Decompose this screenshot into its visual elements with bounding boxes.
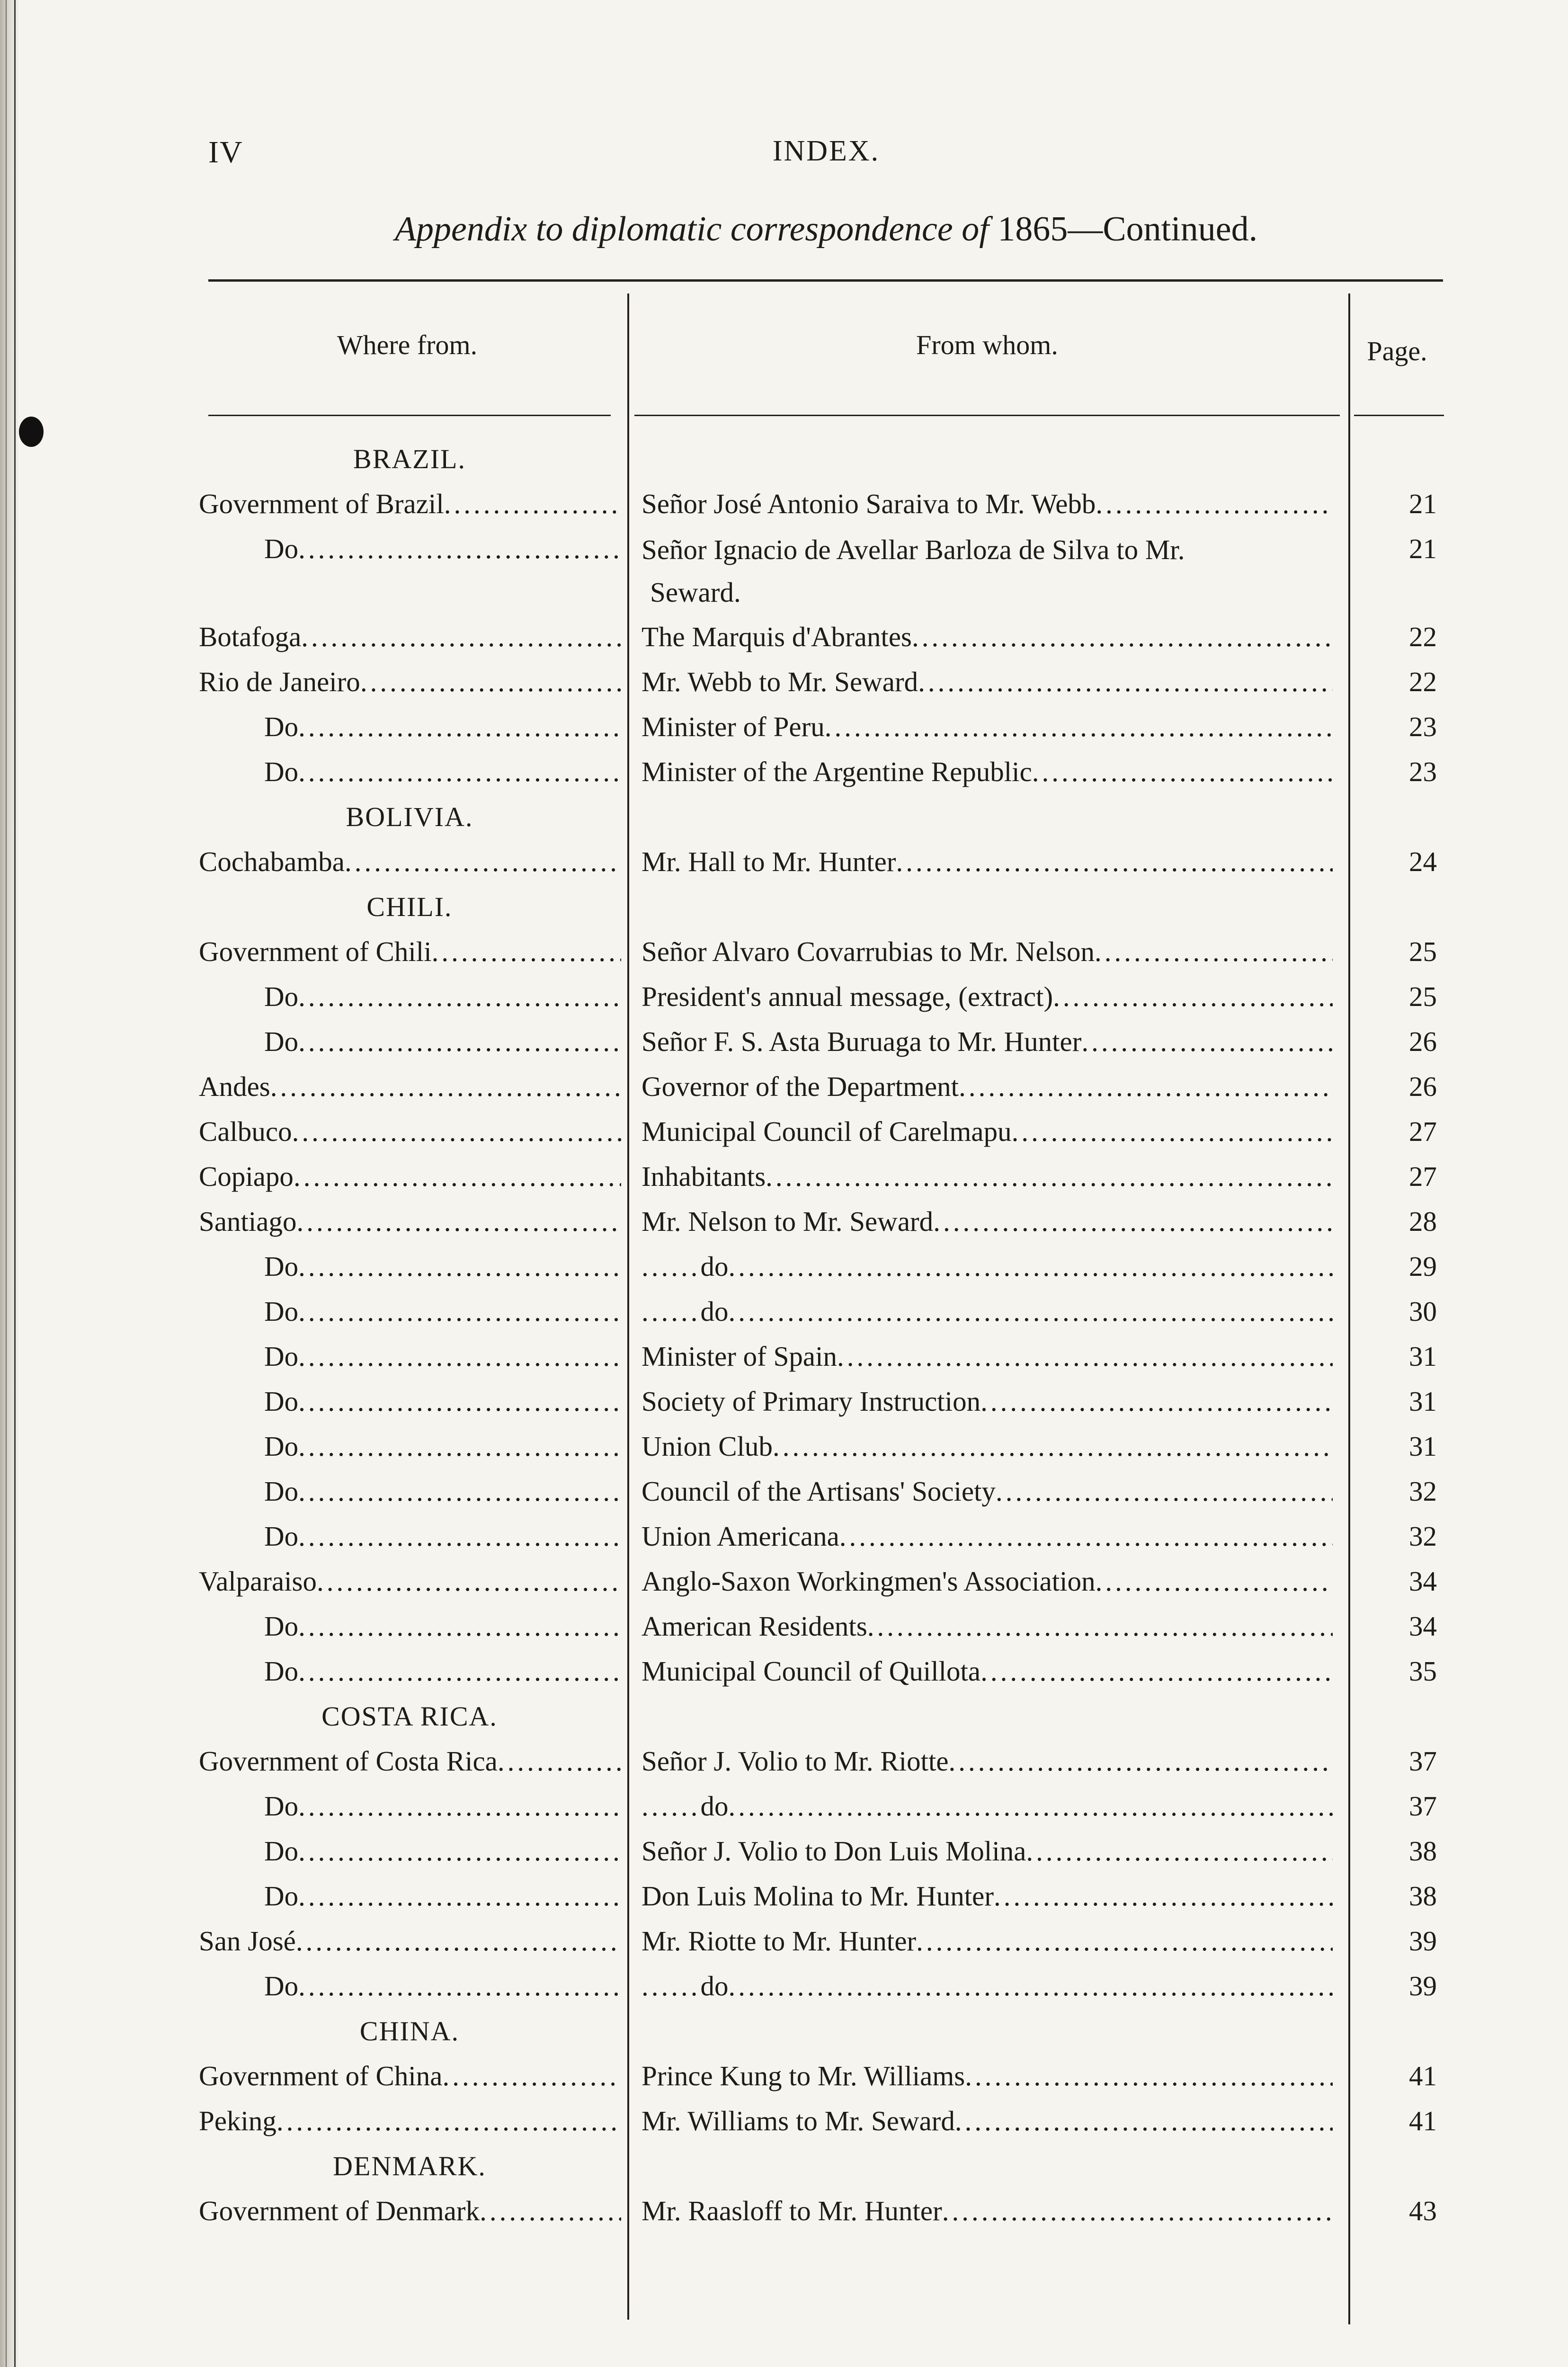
from-whom-text: do xyxy=(700,1296,729,1327)
table-row xyxy=(189,749,1444,794)
section-row xyxy=(189,884,1444,929)
from-whom-text: do xyxy=(700,1970,729,2002)
ditto-leader: ...... xyxy=(641,1251,701,1282)
dot-leader xyxy=(298,1019,621,1064)
from-whom-text: Señor J. Volio to Don Luis Molina xyxy=(641,1835,1026,1867)
table-row xyxy=(189,1019,1444,1064)
from-whom-cell xyxy=(641,2189,1333,2234)
table-row xyxy=(189,1424,1444,1469)
from-whom-cell xyxy=(641,1919,1333,1964)
place-cell xyxy=(264,1334,621,1379)
from-whom-text: Mr. Riotte to Mr. Hunter xyxy=(641,1925,917,1957)
table-row xyxy=(189,1064,1444,1109)
dot-leader xyxy=(1095,929,1333,974)
header-rule-left xyxy=(208,415,611,416)
from-whom-cell xyxy=(641,659,1333,704)
table-row xyxy=(189,2099,1444,2144)
table-top-rule xyxy=(208,279,1443,282)
page-reference: 34 xyxy=(1409,1611,1437,1642)
page-reference: 31 xyxy=(1409,1431,1437,1462)
place-cell xyxy=(264,1874,621,1919)
dot-leader xyxy=(912,614,1333,659)
from-whom-cell xyxy=(641,1559,1333,1604)
page-reference: 32 xyxy=(1409,1476,1437,1507)
place-name: Government of Brazil xyxy=(199,488,444,519)
page-reference: 29 xyxy=(1409,1251,1437,1282)
ditto-leader: ...... xyxy=(641,1970,701,2002)
place-name: Do xyxy=(264,1476,299,1507)
place-cell xyxy=(199,1739,621,1784)
dot-leader xyxy=(443,2054,622,2099)
place-cell xyxy=(199,1919,621,1964)
ditto-leader: ...... xyxy=(641,1296,701,1327)
page-reference: 37 xyxy=(1409,1790,1437,1822)
page-reference: 27 xyxy=(1409,1116,1437,1147)
dot-leader xyxy=(1012,1109,1333,1154)
dot-leader xyxy=(729,1964,1333,2009)
place-name: Do xyxy=(264,981,299,1012)
dot-leader xyxy=(918,659,1333,704)
from-whom-text: Minister of the Argentine Republic xyxy=(641,756,1032,787)
from-whom-text: American Residents xyxy=(641,1611,867,1642)
place-cell xyxy=(199,1064,621,1109)
dot-leader xyxy=(298,1514,621,1559)
table-body xyxy=(189,436,1444,2234)
table-row xyxy=(189,1919,1444,1964)
dot-leader xyxy=(996,1469,1333,1514)
table-row xyxy=(189,1199,1444,1244)
place-cell xyxy=(199,2054,621,2099)
from-whom-cell xyxy=(641,1604,1333,1649)
place-cell xyxy=(199,1199,621,1244)
dot-leader xyxy=(296,1199,621,1244)
table-row xyxy=(189,929,1444,974)
place-name: Do xyxy=(264,1835,299,1867)
dot-leader xyxy=(773,1424,1333,1469)
dot-leader xyxy=(298,1379,621,1424)
column-header-from-whom: From whom. xyxy=(916,329,1058,360)
from-whom-cell xyxy=(641,481,1333,526)
place-name: Do xyxy=(264,1296,299,1327)
page-number: IV xyxy=(208,135,243,169)
dot-leader xyxy=(980,1379,1333,1424)
from-whom-cell xyxy=(641,1379,1333,1424)
dot-leader xyxy=(345,839,621,884)
dot-leader xyxy=(298,1334,621,1379)
page-reference: 22 xyxy=(1409,621,1437,652)
place-name: Do xyxy=(264,1386,299,1417)
table-row xyxy=(189,1379,1444,1424)
table-row xyxy=(189,1739,1444,1784)
place-name: Peking xyxy=(199,2105,276,2136)
place-name: Cochabamba xyxy=(199,846,345,877)
dot-leader xyxy=(480,2189,621,2234)
section-row xyxy=(189,794,1444,839)
place-cell xyxy=(199,614,621,659)
from-whom-text: Mr. Raasloff to Mr. Hunter xyxy=(641,2195,942,2226)
from-whom-text: Minister of Spain xyxy=(641,1341,837,1372)
page-reference: 35 xyxy=(1409,1655,1437,1687)
from-whom-cell xyxy=(641,749,1333,794)
place-cell xyxy=(199,1109,621,1154)
dot-leader xyxy=(994,1874,1333,1919)
table-row xyxy=(189,1649,1444,1694)
dot-leader xyxy=(296,1919,621,1964)
page-reference: 43 xyxy=(1409,2195,1437,2226)
place-name: Andes xyxy=(199,1071,270,1102)
dot-leader xyxy=(916,1919,1333,1964)
dot-leader xyxy=(444,481,621,526)
section-heading: COSTA RICA. xyxy=(321,1701,498,1732)
place-cell xyxy=(199,1559,621,1604)
from-whom-cell xyxy=(641,1244,1333,1289)
place-cell xyxy=(264,1244,621,1289)
from-whom-text: Minister of Peru xyxy=(641,711,825,742)
place-name: Calbuco xyxy=(199,1116,292,1147)
place-cell xyxy=(264,1604,621,1649)
place-name: Copiapo xyxy=(199,1161,294,1192)
from-whom-cell xyxy=(641,929,1333,974)
from-whom-text: Municipal Council of Carelmapu xyxy=(641,1116,1012,1147)
table-row xyxy=(189,839,1444,884)
from-whom-cell xyxy=(641,1964,1333,2009)
place-name: Do xyxy=(264,1790,299,1822)
from-whom-text: Mr. Williams to Mr. Seward xyxy=(641,2105,955,2136)
dot-leader xyxy=(292,1109,621,1154)
table-row xyxy=(189,659,1444,704)
place-cell xyxy=(264,1289,621,1334)
place-cell xyxy=(199,2189,621,2234)
from-whom-cell xyxy=(641,1199,1333,1244)
from-whom-text: Governor of the Department xyxy=(641,1071,959,1102)
page-reference: 31 xyxy=(1409,1341,1437,1372)
from-whom-cell xyxy=(641,704,1333,749)
from-whom-cell xyxy=(641,1649,1333,1694)
from-whom-text: Mr. Nelson to Mr. Seward xyxy=(641,1206,934,1237)
dot-leader xyxy=(298,1649,621,1694)
page-reference: 27 xyxy=(1409,1161,1437,1192)
dot-leader xyxy=(298,1469,621,1514)
from-whom-cell xyxy=(641,614,1333,659)
table-row xyxy=(189,1244,1444,1289)
place-name: Government of Denmark xyxy=(199,2195,480,2226)
page-reference: 23 xyxy=(1409,756,1437,787)
page-subtitle xyxy=(208,209,1444,249)
dot-leader xyxy=(729,1244,1333,1289)
section-heading: BOLIVIA. xyxy=(346,801,473,832)
table-row xyxy=(189,1874,1444,1919)
column-header-where-from: Where from. xyxy=(337,329,478,360)
page-reference: 41 xyxy=(1409,2060,1437,2091)
dot-leader xyxy=(729,1289,1333,1334)
from-whom-text: President's annual message, (extract) xyxy=(641,981,1053,1012)
table-row xyxy=(189,1154,1444,1199)
dot-leader xyxy=(301,614,621,659)
dot-leader xyxy=(298,526,621,571)
from-whom-text: Señor Ignacio de Avellar Barloza de Silva to Mr. xyxy=(641,534,1185,565)
dot-leader xyxy=(1096,481,1333,526)
table-row xyxy=(189,974,1444,1019)
dot-leader xyxy=(959,1064,1333,1109)
dot-leader xyxy=(766,1154,1333,1199)
place-cell xyxy=(264,704,621,749)
dot-leader xyxy=(867,1604,1333,1649)
page-reference: 22 xyxy=(1409,666,1437,697)
page-reference: 21 xyxy=(1409,488,1437,519)
section-row xyxy=(189,2144,1444,2189)
section-row xyxy=(189,436,1444,481)
dot-leader xyxy=(955,2099,1333,2144)
dot-leader xyxy=(825,704,1333,749)
dot-leader xyxy=(933,1199,1333,1244)
index-table xyxy=(189,279,1444,2343)
page-reference: 23 xyxy=(1409,711,1437,742)
dot-leader xyxy=(896,839,1333,884)
place-name: Do xyxy=(264,1251,299,1282)
place-name: Do xyxy=(264,1341,299,1372)
dot-leader xyxy=(980,1649,1333,1694)
dot-leader xyxy=(432,929,621,974)
place-name: Do xyxy=(264,1521,299,1552)
place-cell xyxy=(264,1514,621,1559)
table-row xyxy=(189,1109,1444,1154)
table-row xyxy=(189,1289,1444,1334)
page-reference: 25 xyxy=(1409,936,1437,967)
from-whom-cell xyxy=(641,1289,1333,1334)
dot-leader xyxy=(942,2189,1333,2234)
page-reference: 24 xyxy=(1409,846,1437,877)
dot-leader xyxy=(949,1739,1333,1784)
dot-leader xyxy=(498,1739,621,1784)
column-header-page: Page. xyxy=(1367,336,1427,366)
dot-leader xyxy=(298,1829,621,1874)
page-reference: 21 xyxy=(1409,533,1437,564)
place-name: Do xyxy=(264,1880,299,1912)
place-name: San José xyxy=(199,1925,296,1957)
from-whom-text: Mr. Hall to Mr. Hunter xyxy=(641,846,896,877)
place-name: Do xyxy=(264,1655,299,1687)
table-row xyxy=(189,526,1444,614)
place-cell xyxy=(264,1964,621,2009)
place-name: Government of Chili xyxy=(199,936,432,967)
from-whom-text: Señor F. S. Asta Buruaga to Mr. Hunter xyxy=(641,1026,1082,1057)
place-cell xyxy=(264,1829,621,1874)
from-whom-text: Union Americana xyxy=(641,1521,839,1552)
place-cell xyxy=(264,526,621,571)
from-whom-cell xyxy=(641,1019,1333,1064)
place-cell xyxy=(199,659,621,704)
page-reference: 38 xyxy=(1409,1880,1437,1912)
table-row xyxy=(189,1559,1444,1604)
subtitle-italic-part: Appendix to diplomatic correspondence of xyxy=(394,210,989,249)
place-cell xyxy=(199,1154,621,1199)
page-reference: 41 xyxy=(1409,2105,1437,2136)
place-name: Valparaiso xyxy=(199,1566,317,1597)
dot-leader xyxy=(298,1874,621,1919)
from-whom-text: Mr. Webb to Mr. Seward xyxy=(641,666,918,697)
place-name: Government of Costa Rica xyxy=(199,1745,498,1777)
from-whom-text: Society of Primary Instruction xyxy=(641,1386,981,1417)
page-reference: 38 xyxy=(1409,1835,1437,1867)
from-whom-cell xyxy=(641,1064,1333,1109)
table-row xyxy=(189,2054,1444,2099)
place-name: Do xyxy=(264,756,299,787)
place-cell xyxy=(264,1649,621,1694)
table-row xyxy=(189,1964,1444,2009)
from-whom-text-continued: Seward. xyxy=(650,577,741,608)
from-whom-cell xyxy=(641,1424,1333,1469)
running-head xyxy=(208,134,1444,172)
page-reference: 26 xyxy=(1409,1026,1437,1057)
dot-leader xyxy=(298,1244,621,1289)
from-whom-text: Señor Alvaro Covarrubias to Mr. Nelson xyxy=(641,936,1095,967)
from-whom-cell xyxy=(641,1334,1333,1379)
dot-leader xyxy=(360,659,621,704)
table-row xyxy=(189,481,1444,526)
section-heading: DENMARK. xyxy=(333,2151,486,2181)
section-row xyxy=(189,1694,1444,1739)
section-row xyxy=(189,2009,1444,2054)
from-whom-text: The Marquis d'Abrantes xyxy=(641,621,912,652)
from-whom-cell xyxy=(641,528,1333,614)
place-cell xyxy=(264,1019,621,1064)
place-name: Do xyxy=(264,1026,299,1057)
place-cell xyxy=(264,1469,621,1514)
place-name: Do xyxy=(264,711,299,742)
dot-leader xyxy=(298,1604,621,1649)
from-whom-text: Señor José Antonio Saraiva to Mr. Webb xyxy=(641,488,1096,519)
page-reference: 32 xyxy=(1409,1521,1437,1552)
dot-leader xyxy=(298,749,621,794)
from-whom-text: do xyxy=(700,1251,729,1282)
from-whom-cell xyxy=(641,839,1333,884)
table-row xyxy=(189,2189,1444,2234)
place-name: Government of China xyxy=(199,2060,443,2091)
page-reference: 30 xyxy=(1409,1296,1437,1327)
binding-rule-outer xyxy=(6,0,7,2367)
dot-leader xyxy=(298,1784,621,1829)
page-reference: 39 xyxy=(1409,1925,1437,1957)
dot-leader xyxy=(298,1289,621,1334)
dot-leader xyxy=(276,2099,621,2144)
dot-leader xyxy=(1096,1559,1333,1604)
from-whom-cell xyxy=(641,1784,1333,1829)
dot-leader xyxy=(1081,1019,1333,1064)
page-reference: 25 xyxy=(1409,981,1437,1012)
header-rule-middle xyxy=(634,415,1340,416)
place-name: Rio de Janeiro xyxy=(199,666,360,697)
dot-leader xyxy=(1032,749,1333,794)
place-cell xyxy=(264,1379,621,1424)
dot-leader xyxy=(298,974,621,1019)
dot-leader xyxy=(298,1424,621,1469)
dot-leader xyxy=(298,704,621,749)
from-whom-cell xyxy=(641,1514,1333,1559)
page-reference: 37 xyxy=(1409,1745,1437,1777)
page-reference: 39 xyxy=(1409,1970,1437,2002)
section-heading: BRAZIL. xyxy=(353,444,466,474)
dot-leader xyxy=(1053,974,1333,1019)
place-cell xyxy=(199,839,621,884)
from-whom-text: Inhabitants xyxy=(641,1161,766,1192)
from-whom-cell xyxy=(641,974,1333,1019)
place-name: Santiago xyxy=(199,1206,297,1237)
from-whom-cell xyxy=(641,2099,1333,2144)
ditto-leader: ...... xyxy=(641,1790,701,1822)
from-whom-cell xyxy=(641,1739,1333,1784)
place-name: Do xyxy=(264,1970,299,2002)
from-whom-text: Prince Kung to Mr. Williams xyxy=(641,2060,965,2091)
dot-leader xyxy=(317,1559,621,1604)
table-row xyxy=(189,1514,1444,1559)
dot-leader xyxy=(837,1334,1333,1379)
place-cell xyxy=(199,929,621,974)
page-title: INDEX. xyxy=(772,135,880,167)
place-cell xyxy=(264,749,621,794)
from-whom-text: Municipal Council of Quillota xyxy=(641,1655,981,1687)
place-name: Do xyxy=(264,1431,299,1462)
dot-leader xyxy=(270,1064,621,1109)
from-whom-cell xyxy=(641,1829,1333,1874)
place-name: Do xyxy=(264,1611,299,1642)
page-reference: 26 xyxy=(1409,1071,1437,1102)
table-row xyxy=(189,1334,1444,1379)
dot-leader xyxy=(294,1154,621,1199)
place-cell xyxy=(264,974,621,1019)
table-row xyxy=(189,1784,1444,1829)
section-heading: CHILI. xyxy=(366,891,453,922)
place-name: Do xyxy=(264,533,299,564)
place-cell xyxy=(199,481,621,526)
dot-leader xyxy=(729,1784,1333,1829)
place-name: Botafoga xyxy=(199,621,302,652)
punch-hole-mark xyxy=(19,417,44,447)
from-whom-text: Señor J. Volio to Mr. Riotte xyxy=(641,1745,949,1777)
place-cell xyxy=(264,1424,621,1469)
from-whom-text: Don Luis Molina to Mr. Hunter xyxy=(641,1880,994,1912)
from-whom-cell xyxy=(641,2054,1333,2099)
table-row xyxy=(189,1604,1444,1649)
header-rule-right xyxy=(1354,415,1444,416)
subtitle-year-part: 1865—Continued. xyxy=(998,210,1258,249)
place-cell xyxy=(264,1784,621,1829)
dot-leader xyxy=(965,2054,1333,2099)
dot-leader xyxy=(298,1964,621,2009)
from-whom-cell xyxy=(641,1154,1333,1199)
from-whom-text: Anglo-Saxon Workingmen's Association xyxy=(641,1566,1096,1597)
table-row xyxy=(189,1829,1444,1874)
page-reference: 28 xyxy=(1409,1206,1437,1237)
dot-leader xyxy=(839,1514,1333,1559)
from-whom-cell xyxy=(641,1109,1333,1154)
from-whom-cell xyxy=(641,1874,1333,1919)
from-whom-text: Council of the Artisans' Society xyxy=(641,1476,996,1507)
page-reference: 31 xyxy=(1409,1386,1437,1417)
table-row xyxy=(189,704,1444,749)
section-heading: CHINA. xyxy=(359,2016,460,2047)
table-row xyxy=(189,614,1444,659)
from-whom-cell xyxy=(641,1469,1333,1514)
dot-leader xyxy=(1026,1829,1333,1874)
table-row xyxy=(189,1469,1444,1514)
place-cell xyxy=(199,2099,621,2144)
page-reference: 34 xyxy=(1409,1566,1437,1597)
from-whom-text: do xyxy=(700,1790,729,1822)
from-whom-text: Union Club xyxy=(641,1431,773,1462)
binding-rule xyxy=(14,0,16,2367)
